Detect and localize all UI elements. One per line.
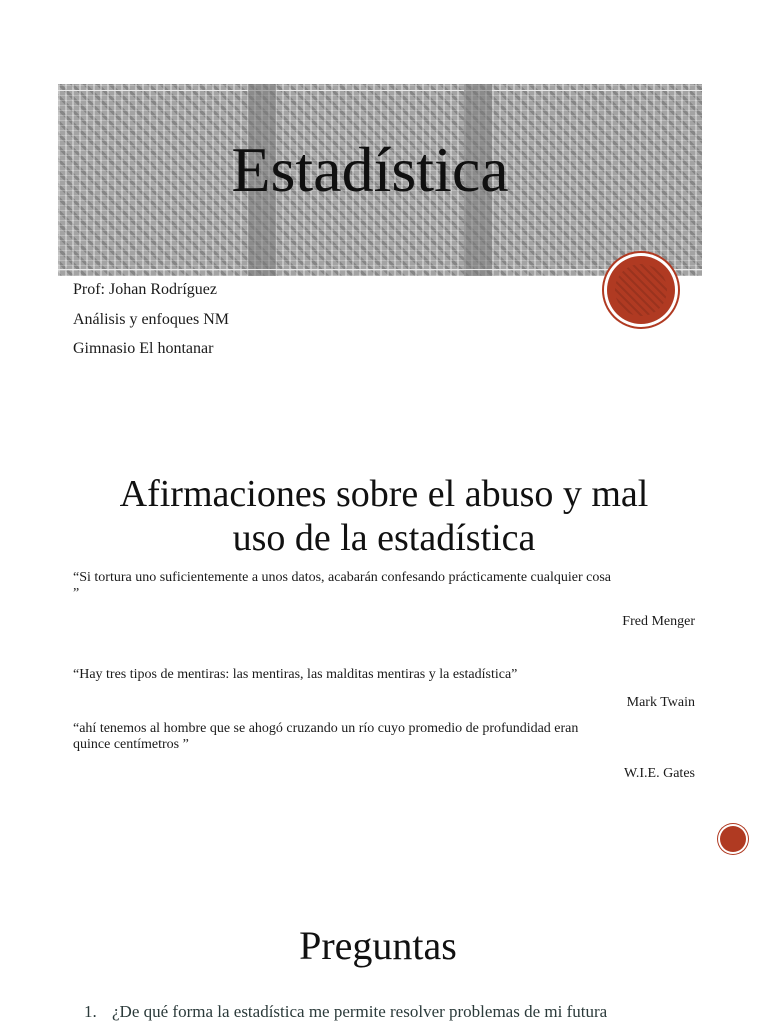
slide-title: Estadística bbox=[231, 134, 509, 205]
slide-heading: Preguntas bbox=[299, 923, 457, 968]
question-text: ¿De qué forma la estadística me permite resolver problemas de mi futura bbox=[112, 1002, 608, 1021]
title-slide bbox=[0, 0, 768, 400]
school-line: Gimnasio El hontanar bbox=[73, 340, 214, 357]
slide-heading bbox=[50, 472, 718, 560]
course-line: Análisis y enfoques NM bbox=[73, 311, 229, 328]
quote-text bbox=[73, 570, 695, 602]
quote-author: Fred Menger bbox=[622, 614, 695, 629]
quote-line: “Hay tres tipos de mentiras: las mentiras, las malditas mentiras y la estadística” bbox=[73, 667, 518, 682]
quote-author: Mark Twain bbox=[626, 695, 695, 710]
quote-line: quince centímetros ” bbox=[73, 737, 189, 752]
slide-heading-line: Afirmaciones sobre el abuso y mal bbox=[119, 473, 649, 515]
quote-line: “ahí tenemos al hombre que se ahogó cruzando un río cuyo promedio de profundidad eran bbox=[73, 721, 579, 736]
quotes-slide bbox=[0, 400, 768, 870]
decorative-circle bbox=[607, 256, 675, 324]
quote-text bbox=[73, 667, 695, 683]
list-item bbox=[84, 1002, 607, 1022]
list-number: 1. bbox=[84, 1002, 97, 1021]
banner-top-rule bbox=[58, 90, 702, 91]
questions-slide bbox=[0, 870, 768, 1024]
banner-bottom-rule bbox=[58, 269, 702, 270]
slide-heading-line: uso de la estadística bbox=[232, 517, 536, 559]
teacher-line: Prof: Johan Rodríguez bbox=[73, 281, 217, 298]
decorative-circle bbox=[720, 826, 746, 852]
quote-line: ” bbox=[73, 586, 80, 601]
quote-text bbox=[73, 721, 695, 753]
quote-line: “Si tortura uno suficientemente a unos datos, acabarán confesando prácticamente cualquier cosa bbox=[73, 570, 611, 585]
quote-author: W.I.E. Gates bbox=[623, 766, 695, 781]
